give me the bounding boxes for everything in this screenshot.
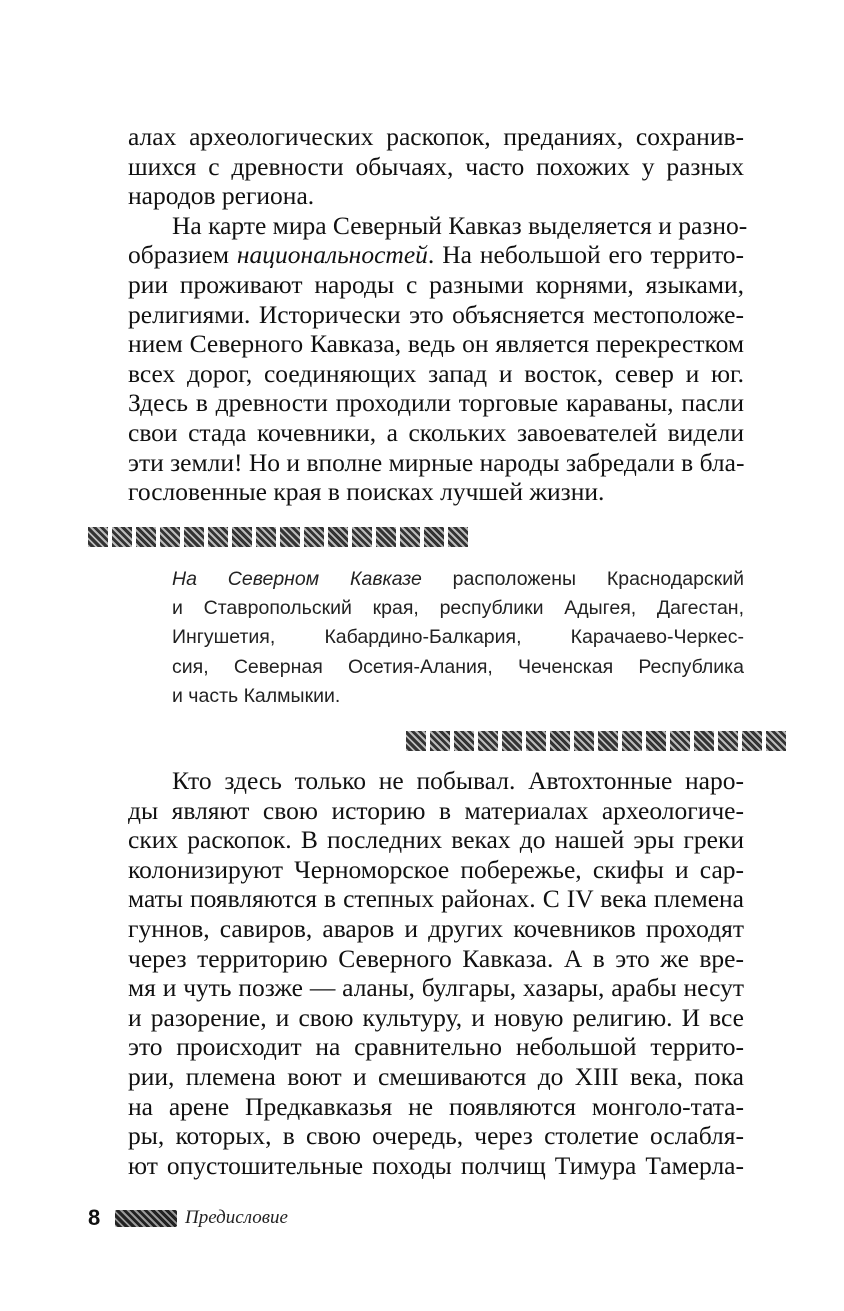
- text-line: Здесь в древности проходили торговые караваны, пасли: [128, 388, 744, 418]
- text-line: на арене Предкавказья не появляются монголо-тата-: [128, 1091, 744, 1121]
- text-line: гуннов, савиров, аваров и других кочевников проходят: [128, 913, 744, 943]
- ornament-band-top: [88, 527, 468, 547]
- body-text-bottom: [128, 766, 744, 1180]
- text-line: Кто здесь только не побывал. Автохтонные наро-: [172, 766, 744, 795]
- ornament-band-bottom: [406, 731, 786, 751]
- text-line: нием Северного Кавказа, ведь он является перекрестком: [128, 329, 744, 359]
- text-line: рии, племена воют и смешиваются до XIII века, пока: [128, 1061, 744, 1091]
- page-number: 8: [88, 1205, 101, 1230]
- text-line: через территорию Северного Кавказа. А в это же вре-: [128, 943, 744, 973]
- text-line: шихся с древности обычаях, часто похожих у разных: [128, 151, 744, 181]
- text-line: колонизируют Черноморское побережье, скифы и сар-: [128, 854, 744, 884]
- sidebar-note: [172, 565, 744, 711]
- text-line: ских раскопок. В последних веках до нашей эры греки: [128, 825, 744, 855]
- body-text-top: [128, 122, 748, 507]
- text-line: эти земли! Но и вполне мирные народы забредали в бла-: [128, 447, 745, 477]
- text-line: и разорение, и свою культуру, и новую религию. И все: [128, 1002, 744, 1032]
- text-fragment: образием: [128, 240, 237, 270]
- note-line: и Ставропольский края, республики Адыгея, Дагестан,: [172, 597, 744, 620]
- text-line: религиями. Исторически это объясняется местоположе-: [128, 299, 744, 329]
- note-line: и часть Калмыкии.: [172, 684, 341, 707]
- text-line: гословенные края в поисках лучшей жизни.: [128, 477, 605, 507]
- text-line: это происходит на сравнительно небольшой террито-: [128, 1032, 744, 1062]
- text-fragment: расположены Краснодарский: [421, 568, 744, 590]
- text-line: ры, которых, в свою очередь, через столетие ослабля-: [128, 1121, 744, 1151]
- note-emphasis: На Северном Кавказе: [172, 568, 422, 590]
- note-line: [172, 565, 744, 594]
- text-fragment: . На небольшой его террито-: [427, 240, 745, 270]
- section-title: Предисловие: [185, 1207, 288, 1228]
- text-line: ды являют свою историю в материалах археологиче-: [128, 795, 744, 825]
- text-line: свои стада кочевники, а скольких завоевателей видели: [128, 417, 744, 447]
- text-line: рии проживают народы с разными корнями, языками,: [128, 269, 744, 299]
- emphasis-term: национальностей: [236, 240, 428, 270]
- text-line: маты появляются в степных районах. С IV века племена: [128, 884, 744, 914]
- text-line: На карте мира Северный Кавказ выделяется и разно-: [172, 210, 748, 240]
- text-line: мя и чуть позже — аланы, булгары, хазары, арабы несут: [128, 973, 744, 1003]
- text-line: ют опустошительные походы полчищ Тимура Тамерла-: [128, 1150, 744, 1180]
- note-line: сия, Северная Осетия-Алания, Чеченская Республика: [172, 655, 744, 678]
- note-line: Ингушетия, Кабардино-Балкария, Карачаево-Черкес-: [172, 626, 744, 649]
- footer-ornament-icon: [115, 1210, 177, 1227]
- text-line: всех дорог, соединяющих запад и восток, север и юг.: [128, 358, 744, 388]
- text-line: [128, 240, 744, 270]
- text-line: алах археологических раскопок, преданиях, сохранив-: [128, 122, 744, 151]
- text-line: народов региона.: [128, 181, 315, 211]
